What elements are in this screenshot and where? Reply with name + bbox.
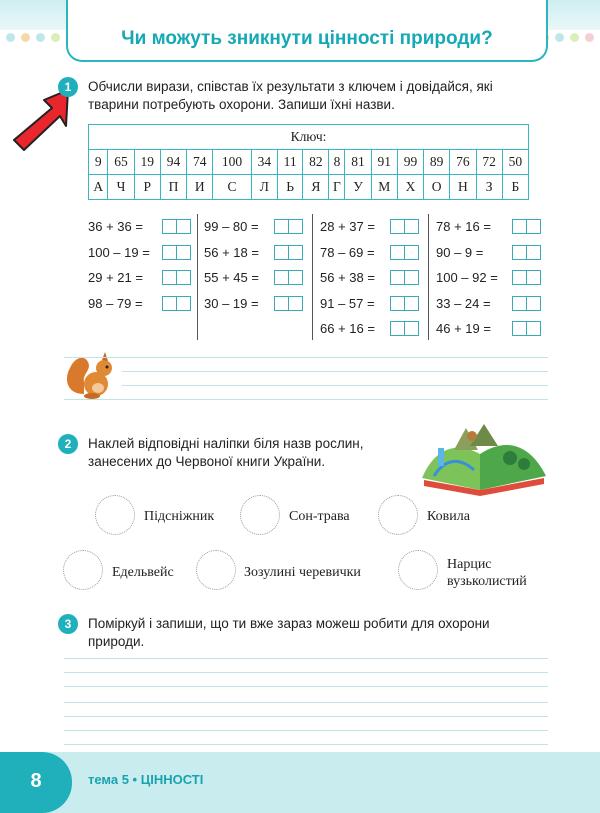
equation-row: 28 + 37 =	[320, 214, 419, 240]
answer-boxes[interactable]	[512, 219, 541, 234]
sticker-placeholder[interactable]	[63, 550, 103, 590]
writing-line	[64, 357, 548, 358]
sticker-placeholder[interactable]	[398, 550, 438, 590]
column-divider	[428, 214, 429, 340]
key-numbers-row: 9 65 19 94 74 100 34 11 82 8 81 91 99 89 76 72 50	[89, 150, 529, 175]
task2-text-line2: занесених до Червоної книги України.	[88, 454, 326, 469]
equation-row: 78 + 16 =	[436, 214, 541, 240]
answer-boxes[interactable]	[274, 296, 303, 311]
equation-row: 30 – 19 =	[204, 291, 303, 317]
task3-text-line2: природи.	[88, 634, 145, 649]
equation-row: 29 + 21 =	[88, 265, 191, 291]
plant-name-zozulyni-cherevychky: Зозулині черевички	[244, 565, 361, 580]
equation-row: 98 – 79 =	[88, 291, 191, 317]
equation-row: 100 – 92 =	[436, 265, 541, 291]
plant-name-kovyla: Ковила	[427, 509, 470, 524]
sticker-placeholder[interactable]	[95, 495, 135, 535]
footer-theme: тема 5 • ЦІННОСТІ	[88, 772, 204, 787]
writing-line[interactable]	[64, 716, 548, 717]
equation-row: 100 – 19 =	[88, 240, 191, 266]
page-number: 8	[0, 752, 72, 813]
writing-line[interactable]	[64, 686, 548, 687]
writing-line	[122, 385, 548, 386]
answer-boxes[interactable]	[512, 270, 541, 285]
answer-boxes[interactable]	[162, 270, 191, 285]
equation-column-4	[436, 214, 541, 342]
equation-row: 56 + 18 =	[204, 240, 303, 266]
sticker-placeholder[interactable]	[240, 495, 280, 535]
task3-number: 3	[58, 614, 78, 634]
task1-number: 1	[58, 77, 78, 97]
plant-name-pidsnizhnyk: Підсніжник	[144, 509, 215, 524]
writing-line[interactable]	[64, 702, 548, 703]
equation-row: 55 + 45 =	[204, 265, 303, 291]
equation-row: 46 + 19 =	[436, 316, 541, 342]
plant-name-son-trava: Сон-трава	[289, 509, 350, 524]
answer-boxes[interactable]	[390, 270, 419, 285]
task3-text-line1: Поміркуй і запиши, що ти вже зараз можеш робити для охорони	[88, 616, 490, 631]
answer-boxes[interactable]	[162, 219, 191, 234]
writing-line[interactable]	[64, 672, 548, 673]
equation-row: 56 + 38 =	[320, 265, 419, 291]
plant-name-nartsys-line2: вузьколистий	[447, 574, 527, 589]
answer-boxes[interactable]	[390, 219, 419, 234]
writing-line	[122, 371, 548, 372]
key-letters-row: А Ч Р П И С Л Ь Я Г У М Х О Н З Б	[89, 175, 529, 200]
equation-row: 78 – 69 =	[320, 240, 419, 266]
answer-boxes[interactable]	[274, 219, 303, 234]
task2-text-line1: Наклей відповідні наліпки біля назв рослин,	[88, 436, 364, 451]
equation-row: 99 – 80 =	[204, 214, 303, 240]
answer-boxes[interactable]	[512, 245, 541, 260]
equation-column-2	[204, 214, 303, 316]
answer-boxes[interactable]	[274, 270, 303, 285]
writing-line[interactable]	[64, 658, 548, 659]
answer-boxes[interactable]	[390, 245, 419, 260]
column-divider	[312, 214, 313, 340]
equation-row: 91 – 57 =	[320, 291, 419, 317]
plant-name-edelweiss: Едельвейс	[112, 565, 174, 580]
squirrel-icon	[62, 348, 122, 400]
plant-name-nartsys-line1: Нарцис	[447, 557, 492, 572]
answer-boxes[interactable]	[512, 296, 541, 311]
writing-line[interactable]	[64, 730, 548, 731]
equation-row: 36 + 36 =	[88, 214, 191, 240]
book-landscape-icon	[414, 420, 554, 498]
writing-line	[64, 399, 548, 400]
equation-column-3	[320, 214, 419, 342]
task1-text-line1: Обчисли вирази, співстав їх результати з ключем і довідайся, які	[88, 79, 493, 94]
decor-dots-left	[6, 33, 75, 42]
sticker-placeholder[interactable]	[196, 550, 236, 590]
answer-boxes[interactable]	[274, 245, 303, 260]
answer-boxes[interactable]	[512, 321, 541, 336]
answer-boxes[interactable]	[162, 296, 191, 311]
task1-text-line2: тварини потребують охорони. Запиши їхні назви.	[88, 97, 395, 112]
arrow-icon	[8, 84, 70, 156]
answer-boxes[interactable]	[390, 296, 419, 311]
equation-row: 90 – 9 =	[436, 240, 541, 266]
sticker-placeholder[interactable]	[378, 495, 418, 535]
equation-row: 33 – 24 =	[436, 291, 541, 317]
key-title: Ключ:	[89, 125, 529, 150]
column-divider	[197, 214, 198, 340]
task2-number: 2	[58, 434, 78, 454]
writing-line[interactable]	[64, 744, 548, 745]
answer-boxes[interactable]	[162, 245, 191, 260]
key-table	[88, 124, 529, 200]
equation-column-1	[88, 214, 191, 316]
page-title: Чи можуть зникнути цінності природи?	[121, 28, 493, 49]
answer-boxes[interactable]	[390, 321, 419, 336]
equation-row: 66 + 16 =	[320, 316, 419, 342]
